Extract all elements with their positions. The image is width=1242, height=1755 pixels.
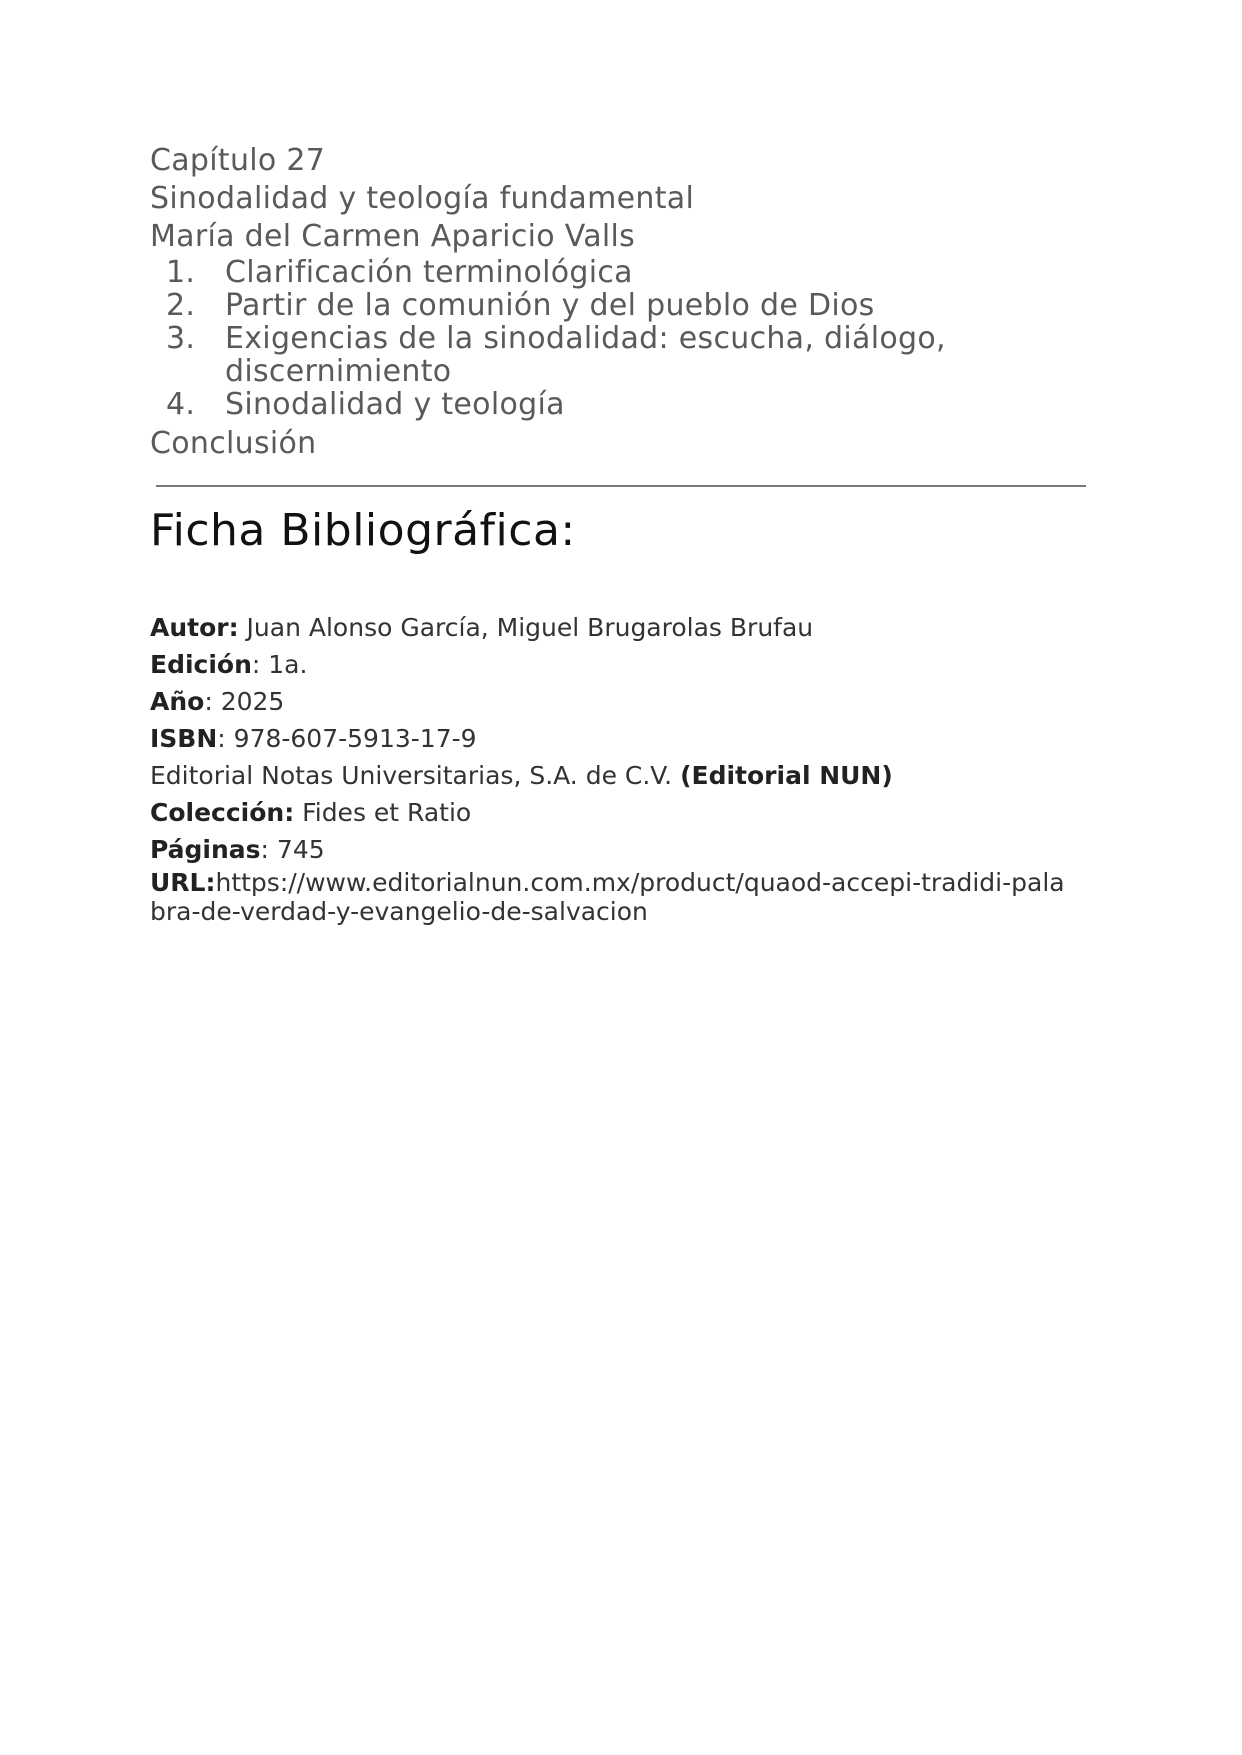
url-link[interactable]: https://www.editorialnun.com.mx/product/quaod-accepi-tradidi-palabra-de-verdad-y-evangelio-de-salvacion xyxy=(150,868,1065,926)
editorial-short-name: (Editorial NUN) xyxy=(680,761,893,790)
toc-item-number: 3. xyxy=(166,321,196,356)
edicion-label: Edición xyxy=(150,650,252,679)
autor-label: Autor: xyxy=(150,613,239,642)
paginas-value: : 745 xyxy=(260,835,325,864)
anio-label: Año xyxy=(150,687,205,716)
chapter-author: María del Carmen Aparicio Valls xyxy=(150,219,636,254)
document-page xyxy=(150,142,1090,926)
edicion-value: : 1a. xyxy=(251,650,308,679)
toc-item-text: Exigencias de la sinodalidad: escucha, diálogo, discernimiento xyxy=(225,321,946,389)
toc-conclusion: Conclusión xyxy=(150,426,317,461)
section-divider xyxy=(156,485,1086,487)
chapter-title: Sinodalidad y teología fundamental xyxy=(150,181,695,216)
toc-item-text: Partir de la comunión y del pueblo de Dios xyxy=(225,288,875,323)
edicion-line xyxy=(150,646,1090,683)
editorial-line xyxy=(150,757,1090,794)
coleccion-label: Colección: xyxy=(150,798,295,827)
anio-line xyxy=(150,683,1090,720)
toc-item xyxy=(150,256,1090,289)
coleccion-value: Fides et Ratio xyxy=(294,798,472,827)
toc-item xyxy=(150,289,1090,322)
ficha-title: Ficha Bibliográfica: xyxy=(150,505,576,556)
toc-item-number: 4. xyxy=(166,387,196,422)
bibliographic-record xyxy=(150,609,1090,926)
url-label: URL: xyxy=(150,868,216,897)
toc-list xyxy=(150,256,1090,421)
toc-item-text: Sinodalidad y teología xyxy=(225,387,565,422)
isbn-label: ISBN xyxy=(150,724,218,753)
paginas-label: Páginas xyxy=(150,835,261,864)
editorial-value: Editorial Notas Universitarias, S.A. de C.V. xyxy=(150,761,681,790)
toc-item-text: Clarificación terminológica xyxy=(225,255,633,290)
isbn-line xyxy=(150,720,1090,757)
chapter-number: Capítulo 27 xyxy=(150,143,326,178)
autor-line xyxy=(150,609,1090,646)
isbn-value: : 978-607-5913-17-9 xyxy=(217,724,477,753)
toc-item-number: 2. xyxy=(166,288,196,323)
paginas-line xyxy=(150,831,1090,868)
autor-value: Juan Alonso García, Miguel Brugarolas Brufau xyxy=(238,613,814,642)
anio-value: : 2025 xyxy=(204,687,285,716)
toc-item xyxy=(150,388,1090,421)
toc-item-number: 1. xyxy=(166,255,196,290)
toc-item xyxy=(150,322,1090,388)
url-line xyxy=(150,868,1080,926)
coleccion-line xyxy=(150,794,1090,831)
